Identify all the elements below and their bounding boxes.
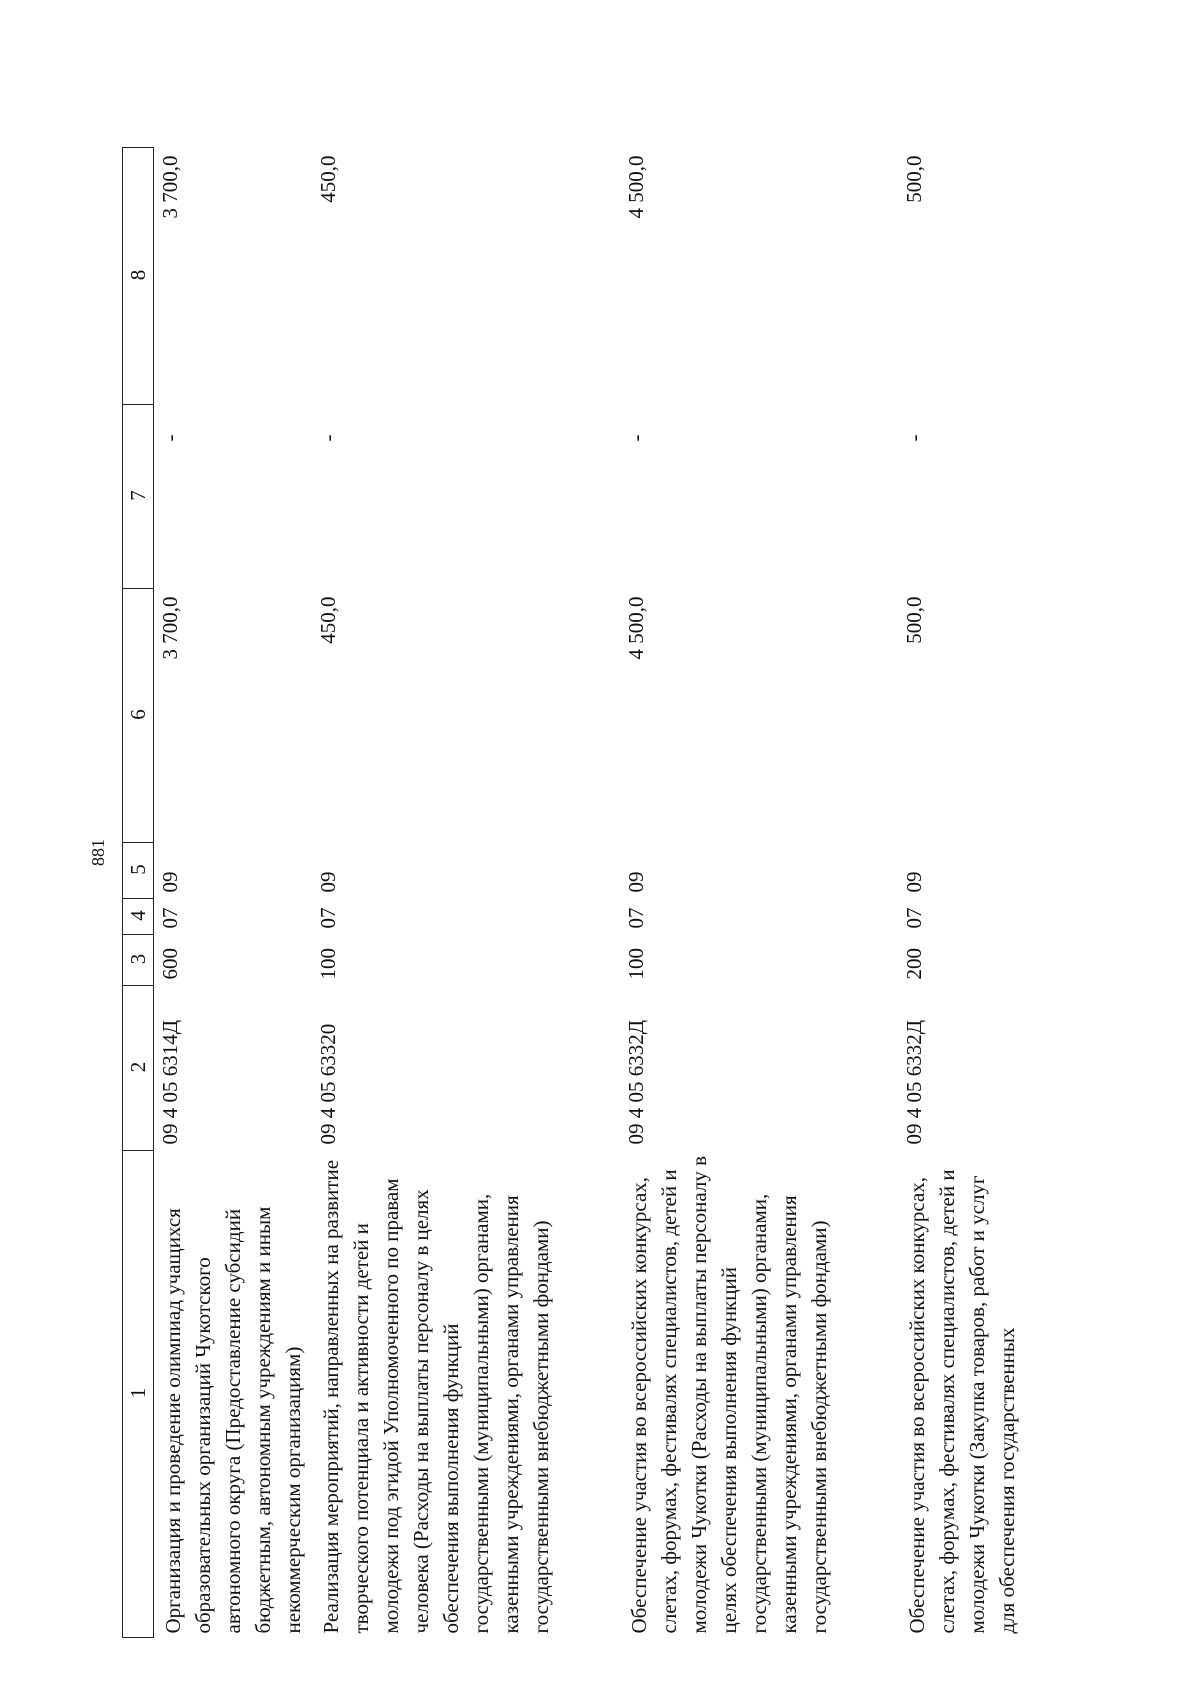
budget-table	[122, 147, 1058, 1638]
row-col8: 4 500,0	[623, 155, 648, 219]
row-name: Обеспечение участия во всероссийских конкурсах, слетах, форумах, фестивалях специалистов, детей и молодежи Чукотки (Закупка товаров, работ и услуг для обеспечения государственных	[904, 1169, 1019, 1634]
row-total: 450,0	[315, 596, 340, 644]
row-rz: 07	[158, 907, 182, 929]
row-vr: 100	[623, 948, 648, 980]
row-rz: 07	[623, 907, 648, 929]
row-col7: -	[623, 434, 648, 442]
row-pr: 09	[315, 871, 340, 893]
header-cell: 3	[123, 935, 154, 986]
page-number: 881	[88, 839, 108, 866]
row-vr: 100	[315, 948, 340, 980]
header-cell: 5	[123, 843, 154, 899]
row-code: 09 4 05 6332Д	[901, 1019, 926, 1145]
row-col8: 450,0	[315, 155, 340, 203]
table-row	[898, 148, 1058, 1638]
table-row	[312, 148, 620, 1638]
row-name: Организация и проведение олимпиад учащихся образовательных организаций Чукотского автономного округа (Предоставление субсидий бюджетным, автономным учреждениям и иным некоммерческим организациям)	[161, 1206, 305, 1634]
row-total: 4 500,0	[623, 596, 648, 660]
row-total: 500,0	[901, 596, 926, 644]
table-row	[154, 148, 312, 1638]
rotated-content	[0, 98, 1070, 1698]
row-code: 09 4 05 63320	[315, 1023, 340, 1145]
row-pr: 09	[623, 871, 648, 893]
row-name: Обеспечение участия во всероссийских конкурсах, слетах, форумах, фестивалях специалистов, детей и молодежи Чукотки (Расходы на выплаты персоналу в целях обеспечения выполнения функций государственными (муниципальными) органами, казенными учреждениями, органами управления государственными внебюджетными фондами)	[626, 1155, 831, 1634]
row-total: 3 700,0	[158, 596, 182, 660]
header-cell: 6	[123, 589, 154, 843]
header-cell: 7	[123, 405, 154, 589]
row-rz: 07	[315, 907, 340, 929]
row-vr: 600	[158, 948, 182, 980]
header-cell: 8	[123, 148, 154, 405]
row-col8: 3 700,0	[158, 155, 182, 219]
row-code: 09 4 05 6314Д	[158, 1019, 182, 1145]
row-pr: 09	[158, 871, 182, 893]
row-rz: 07	[901, 907, 926, 929]
header-cell: 4	[123, 899, 154, 935]
row-col7: -	[315, 434, 340, 442]
header-cell: 1	[123, 1151, 154, 1638]
table-row	[620, 148, 898, 1638]
row-pr: 09	[901, 871, 926, 893]
row-name: Реализация мероприятий, направленных на развитие творческого потенциала и активности детей и молодежи под эгидой Уполномоченного по правам человека (Расходы на выплаты персоналу в целях обеспечения выполнения функций государственными (муниципальными) органами, казенными учреждениями, органами управления государственными внебюджетными фондами)	[318, 1159, 553, 1634]
header-row	[123, 148, 154, 1638]
row-vr: 200	[901, 948, 926, 980]
row-col7: -	[158, 434, 182, 442]
row-col7: -	[901, 434, 926, 442]
row-code: 09 4 05 6332Д	[623, 1019, 648, 1145]
row-col8: 500,0	[901, 155, 926, 203]
header-cell: 2	[123, 986, 154, 1151]
